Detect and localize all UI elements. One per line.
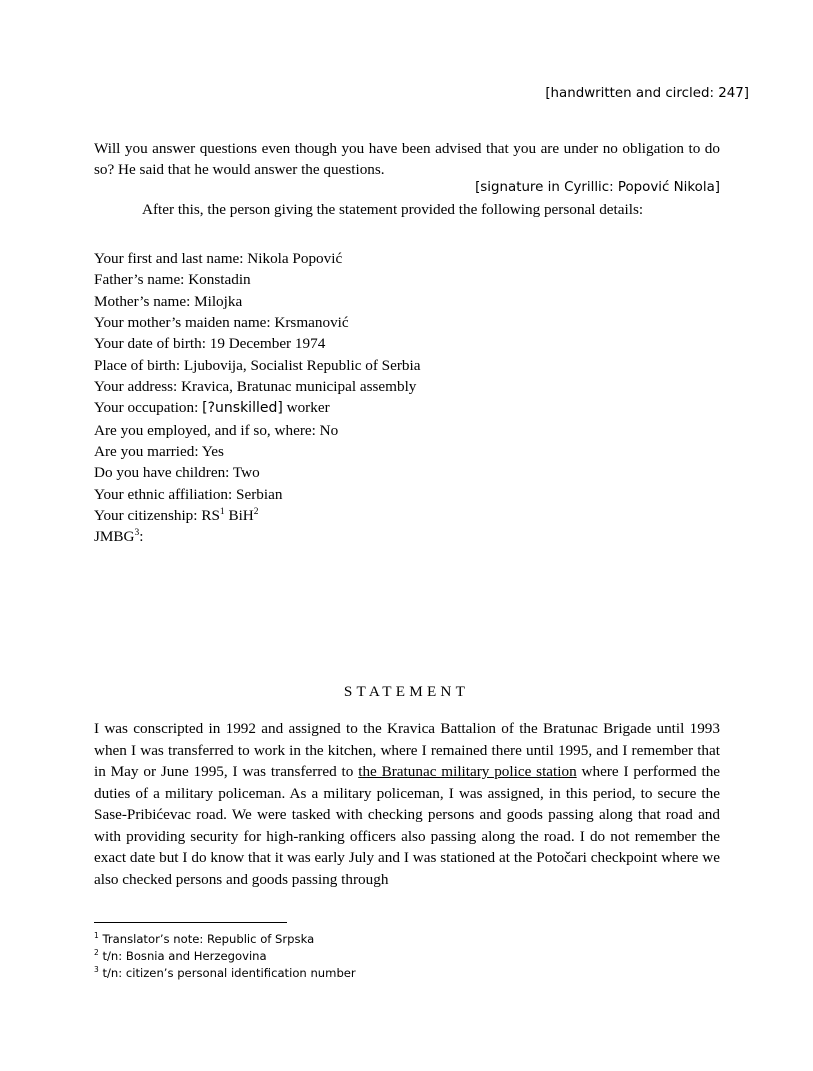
detail-value: Milojka — [194, 292, 243, 310]
footnote-ref[interactable]: 2 — [253, 507, 259, 518]
statement-text: I was conscripted in 1992 and assigned to the Kravica Battalion of the Bratunac Brigade until 1993 when I was transferred to work in the kitchen, where I remained there until 1995, and I remember that in May or June 1995, I was transferred to — [94, 720, 720, 780]
detail-label: Your ethnic affiliation: — [94, 485, 233, 503]
detail-row-birthplace — [94, 355, 420, 376]
footnote-number: 2 — [94, 948, 99, 957]
detail-row-mother — [94, 291, 420, 312]
detail-row-address — [94, 376, 420, 397]
detail-label: Your mother’s maiden name: — [94, 314, 271, 332]
detail-row-jmbg — [94, 526, 420, 547]
underlined-phrase: the Bratunac military police station — [358, 763, 577, 780]
detail-label: Your first and last name: — [94, 250, 244, 267]
footnote-text: t/n: Bosnia and Herzegovina — [102, 949, 267, 963]
footnote-number: 1 — [94, 931, 99, 940]
footnote-number: 3 — [94, 965, 99, 974]
detail-value: Krsmanović — [274, 314, 349, 332]
detail-label: Your citizenship: — [94, 507, 198, 525]
intro-paragraph: After this, the person giving the statement provided the following personal details: — [142, 201, 644, 218]
detail-label: Do you have children: — [94, 464, 230, 482]
detail-row-children — [94, 462, 420, 483]
detail-value: Kravica, Bratunac municipal assembly — [181, 378, 417, 396]
detail-row-father — [94, 269, 420, 290]
detail-value: BiH — [228, 507, 254, 525]
footnote-ref[interactable]: 3 — [134, 528, 140, 539]
detail-row-citizenship — [94, 505, 420, 526]
footnote-ref[interactable]: 1 — [219, 507, 225, 518]
detail-label-suffix: : — [139, 528, 144, 546]
statement-body — [94, 718, 720, 890]
translator-bracket-note: [?unskilled] — [202, 400, 283, 417]
detail-row-maiden-name — [94, 312, 420, 333]
detail-value: 19 December 1974 — [209, 335, 326, 353]
detail-row-employment — [94, 420, 420, 441]
detail-value: Yes — [201, 443, 224, 461]
detail-row-married — [94, 441, 420, 462]
detail-value: Konstadin — [188, 271, 251, 289]
detail-value: Serbian — [236, 485, 283, 503]
detail-value: Ljubovija, Socialist Republic of Serbia — [183, 356, 421, 374]
detail-value: RS — [201, 507, 220, 525]
detail-value: Nikola Popović — [247, 250, 343, 267]
questions-paragraph: Will you answer questions even though you have been advised that you are under no obligation to do so? He said that he would answer the questions. — [94, 140, 720, 178]
personal-details-list — [94, 248, 420, 548]
detail-value: Two — [232, 464, 260, 482]
detail-label: Mother’s name: — [94, 292, 191, 310]
detail-value: No — [319, 421, 339, 439]
footnote — [94, 931, 356, 948]
handwritten-note: [handwritten and circled: 247] — [545, 86, 749, 101]
footnote-text: Translator’s note: Republic of Srpska — [102, 932, 315, 946]
detail-row-occupation — [94, 397, 420, 419]
signature-note: [signature in Cyrillic: Popović Nikola] — [475, 180, 720, 195]
statement-text: where I performed the duties of a military policeman. As a military policeman, I was assigned, in this period, to secure the Sase-Pribićevac road. We were tasked with checking persons and goods passing along that road and with providing security for high-ranking officers also passing along the road. I do not remember the exact date but I do know that it was early July and I was stationed at the Potočari checkpoint where we also checked persons and goods passing through — [94, 763, 721, 888]
detail-value: worker — [286, 399, 330, 417]
detail-label: Your date of birth: — [94, 335, 206, 353]
detail-label: JMBG — [94, 528, 135, 546]
footnotes — [94, 931, 356, 982]
detail-row-ethnicity — [94, 484, 420, 505]
detail-label: Are you employed, and if so, where: — [94, 421, 316, 439]
footnote — [94, 948, 356, 965]
footnote-text: t/n: citizen’s personal identification number — [102, 966, 356, 980]
detail-row-name — [94, 248, 420, 269]
footnote-separator — [94, 922, 287, 923]
detail-row-dob — [94, 333, 420, 354]
detail-label: Are you married: — [94, 443, 199, 461]
footnote — [94, 965, 356, 982]
detail-label: Father’s name: — [94, 271, 185, 289]
detail-label: Place of birth: — [94, 356, 181, 374]
detail-label: Your occupation: — [94, 399, 199, 417]
detail-label: Your address: — [94, 378, 178, 396]
statement-title: STATEMENT — [343, 683, 470, 700]
